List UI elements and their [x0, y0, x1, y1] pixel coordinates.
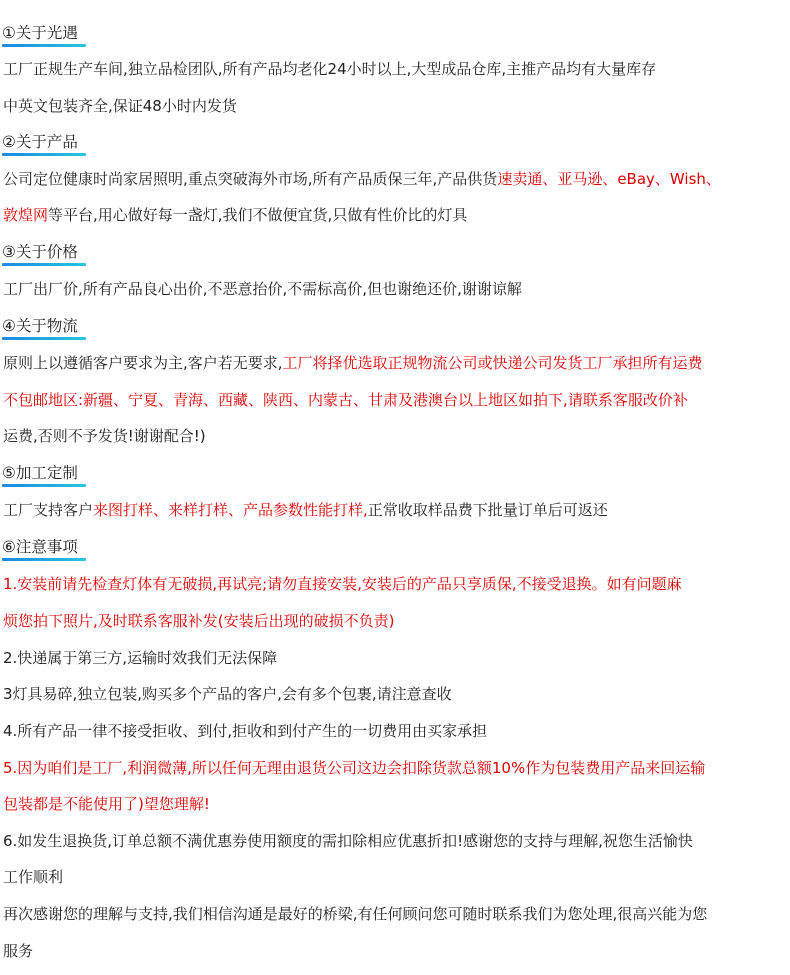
closing-line: 服务 [3, 942, 34, 960]
notice-item-3: 3灯具易碎,独立包装,购买多个产品的客户,会有多个包裹,请注意查收 [3, 685, 452, 703]
section-heading-about-logistics [2, 308, 790, 344]
closing-line: 再次感谢您的理解与支持,我们相信沟通是最好的桥梁,有任何顾问您可随时联系我们为您处理,很高兴能为您 [3, 905, 708, 923]
section-heading-about-price [2, 234, 790, 270]
notice-item-5: 5.因为咱们是工厂,利润微薄,所以任何无理由退货公司这边会扣除货款总额10%作为包装费用产品来回运输 [3, 759, 706, 777]
section-title: ⑥注意事项 [2, 529, 86, 565]
title-underline [2, 153, 86, 156]
notice-item-6: 6.如发生退换货,订单总额不满优惠券使用额度的需扣除相应优惠折扣!感谢您的支持与理解,祝您生活愉快 [3, 832, 693, 850]
section-heading-custom-processing [2, 455, 790, 491]
notice-item-2: 2.快递属于第三方,运输时效我们无法保障 [3, 649, 278, 667]
notice-item-4: 4.所有产品一律不接受拒收、到付,拒收和到付产生的一切费用由买家承担 [3, 722, 488, 740]
title-underline [2, 44, 86, 47]
paragraph-line: 工厂正规生产车间,独立品检团队,所有产品均老化24小时以上,大型成品仓库,主推产品均有大量库存 [3, 60, 657, 78]
paragraph-line: 公司定位健康时尚家居照明,重点突破海外市场,所有产品质保三年,产品供货速卖通、亚马逊、eBay、Wish、 [3, 170, 721, 188]
notice-item-1-continued: 烦您拍下照片,及时联系客服补发(安装后出现的破损不负责) [3, 612, 395, 630]
section-title: ②关于产品 [2, 124, 86, 160]
notice-item-1: 1.安装前请先检查灯体有无破损,再试亮;请勿直接安装,安装后的产品只享质保,不接受退换。如有问题麻 [3, 575, 682, 593]
section-title: ⑤加工定制 [2, 455, 86, 491]
paragraph-line: 原则上以遵循客户要求为主,客户若无要求,工厂将择优选取正规物流公司或快递公司发货工厂承担所有运费 [3, 354, 703, 372]
platform-list: 速卖通、亚马逊、eBay、Wish、 [497, 170, 721, 188]
section-heading-about-guangyu [2, 15, 790, 51]
paragraph-line: 工厂支持客户来图打样、来样打样、产品参数性能打样,正常收取样品费下批量订单后可返还 [3, 501, 608, 519]
section-heading-about-products [2, 124, 790, 160]
title-underline [2, 558, 86, 561]
notice-item-5-continued: 包装都是不能使用了)望您理解! [3, 795, 210, 813]
section-title: ①关于光遇 [2, 15, 86, 51]
section-title: ③关于价格 [2, 234, 86, 270]
title-underline [2, 484, 86, 487]
notice-item-6-continued: 工作顺利 [3, 868, 64, 886]
paragraph-line: 中英文包装齐全,保证48小时内发货 [3, 97, 237, 115]
section-title: ④关于物流 [2, 308, 86, 344]
platform-name: 敦煌网 [3, 206, 49, 224]
title-underline [2, 337, 86, 340]
title-underline [2, 263, 86, 266]
paragraph-line: 不包邮地区:新疆、宁夏、青海、西藏、陕西、内蒙古、甘肃及港澳台以上地区如拍下,请联系客服改价补 [3, 391, 688, 409]
paragraph-line: 运费,否则不予发货!谢谢配合!) [3, 427, 206, 445]
paragraph-line: 敦煌网等平台,用心做好每一盏灯,我们不做便宜货,只做有性价比的灯具 [3, 206, 468, 224]
paragraph-line: 工厂出厂价,所有产品良心出价,不恶意抬价,不需标高价,但也谢绝还价,谢谢谅解 [3, 280, 522, 298]
section-heading-notices [2, 529, 790, 565]
